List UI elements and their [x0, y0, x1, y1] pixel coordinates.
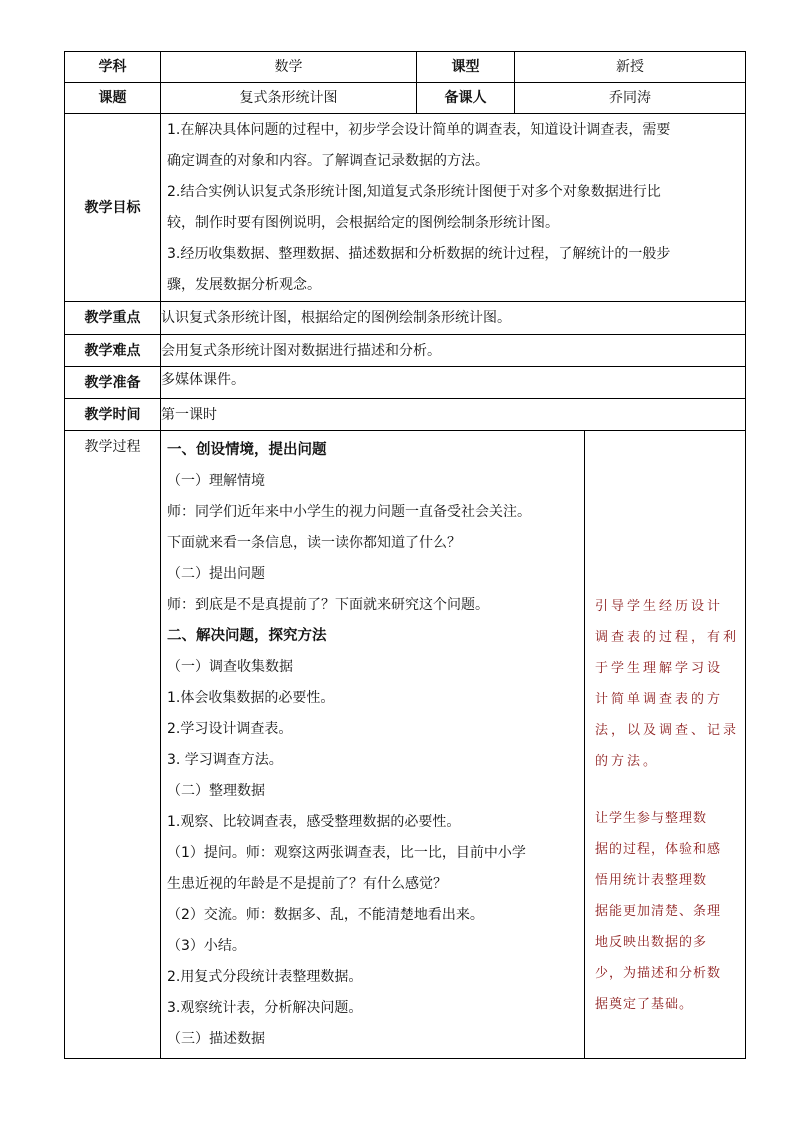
- note-line: 悟用统计表整理数: [595, 873, 708, 888]
- note-line: 调查表的过程，有利: [595, 630, 740, 645]
- objective-line: 确定调查的对象和内容。了解调查记录数据的方法。: [167, 152, 489, 169]
- objectives-label: 教学目标: [65, 114, 161, 302]
- process-line: （3）小结。: [167, 938, 246, 954]
- process-line: （1）提问。师：观察这两张调查表，比一比，目前中小学: [167, 845, 526, 861]
- teaching-notes: [585, 431, 746, 1059]
- process-line: 2.学习设计调查表。: [167, 721, 293, 737]
- note-group-survey: [595, 591, 741, 777]
- topic-value: 复式条形统计图: [161, 83, 417, 114]
- header-row-topic: [65, 83, 746, 114]
- subject-value: 数学: [161, 52, 417, 83]
- process-line: 1.观察、比较调查表，感受整理数据的必要性。: [167, 814, 461, 830]
- key-points-label: 教学重点: [65, 302, 161, 335]
- process-line: 师：到底是不是真提前了？下面就来研究这个问题。: [167, 597, 489, 613]
- process-row: [65, 431, 746, 1059]
- time-row: [65, 399, 746, 431]
- process-line: （一）理解情境: [167, 473, 265, 489]
- objective-line: 1.在解决具体问题的过程中，初步学会设计简单的调查表，知道设计调查表，需要: [167, 121, 671, 138]
- process-line: 下面就来看一条信息，读一读你都知道了什么？: [167, 535, 461, 551]
- note-line: 据的过程，体验和感: [595, 842, 722, 857]
- objective-line: 3.经历收集数据、整理数据、描述数据和分析数据的统计过程，了解统计的一般步: [167, 245, 671, 262]
- process-line: 3. 学习调查方法。: [167, 752, 283, 768]
- difficulties-row: [65, 335, 746, 367]
- difficulties-text: 会用复式条形统计图对数据进行描述和分析。: [161, 335, 746, 367]
- objective-line: 较，制作时要有图例说明，会根据给定的图例绘制条形统计图。: [167, 214, 559, 231]
- preparation-row: [65, 367, 746, 399]
- process-line: （2）交流。师：数据多、乱，不能清楚地看出来。: [167, 907, 484, 923]
- subject-label: 学科: [65, 52, 161, 83]
- topic-label: 课题: [65, 83, 161, 114]
- time-text: 第一课时: [161, 399, 746, 431]
- process-content: [161, 431, 585, 1059]
- header-row-subject: [65, 52, 746, 83]
- note-line: 少，为描述和分析数: [595, 966, 722, 981]
- key-points-row: [65, 302, 746, 335]
- preparation-text: 多媒体课件。: [161, 367, 746, 399]
- note-line: 地反映出数据的多: [595, 935, 708, 950]
- note-line: 据能更加清楚、条理: [595, 904, 722, 919]
- process-heading: 二、解决问题，探究方法: [167, 628, 327, 644]
- process-heading: 一、创设情境，提出问题: [167, 442, 327, 458]
- objective-line: 2.结合实例认识复式条形统计图,知道复式条形统计图便于对多个对象数据进行比: [167, 183, 661, 200]
- note-line: 于学生理解学习设: [595, 661, 724, 676]
- objectives-content: [161, 114, 746, 302]
- note-line: 的方法。: [595, 754, 660, 769]
- process-label: 教学过程: [65, 431, 161, 1059]
- difficulties-label: 教学难点: [65, 335, 161, 367]
- process-line: 1.体会收集数据的必要性。: [167, 690, 335, 706]
- teacher-value: 乔同涛: [515, 83, 746, 114]
- objective-line: 骤，发展数据分析观念。: [167, 276, 321, 293]
- note-line: 法，以及调查、记录: [595, 723, 740, 738]
- objectives-row: [65, 114, 746, 302]
- type-value: 新授: [515, 52, 746, 83]
- process-line: 3.观察统计表，分析解决问题。: [167, 1000, 363, 1016]
- note-line: 引导学生经历设计: [595, 599, 724, 614]
- teacher-label: 备课人: [417, 83, 515, 114]
- note-line: 让学生参与整理数: [595, 811, 708, 826]
- note-line: 计简单调查表的方: [595, 692, 724, 707]
- note-line: 据奠定了基础。: [595, 997, 694, 1012]
- type-label: 课型: [417, 52, 515, 83]
- time-label: 教学时间: [65, 399, 161, 431]
- process-line: 生患近视的年龄是不是提前了？有什么感觉？: [167, 876, 447, 892]
- preparation-label: 教学准备: [65, 367, 161, 399]
- process-line: 2.用复式分段统计表整理数据。: [167, 969, 363, 985]
- lesson-plan-table: [64, 51, 746, 1059]
- process-line: 师：同学们近年来中小学生的视力问题一直备受社会关注。: [167, 504, 531, 520]
- process-line: （二）整理数据: [167, 783, 265, 799]
- note-group-organize: [595, 803, 741, 1020]
- process-line: （二）提出问题: [167, 566, 265, 582]
- key-points-text: 认识复式条形统计图，根据给定的图例绘制条形统计图。: [161, 302, 746, 335]
- process-line: （一）调查收集数据: [167, 659, 293, 675]
- process-line: （三）描述数据: [167, 1031, 265, 1047]
